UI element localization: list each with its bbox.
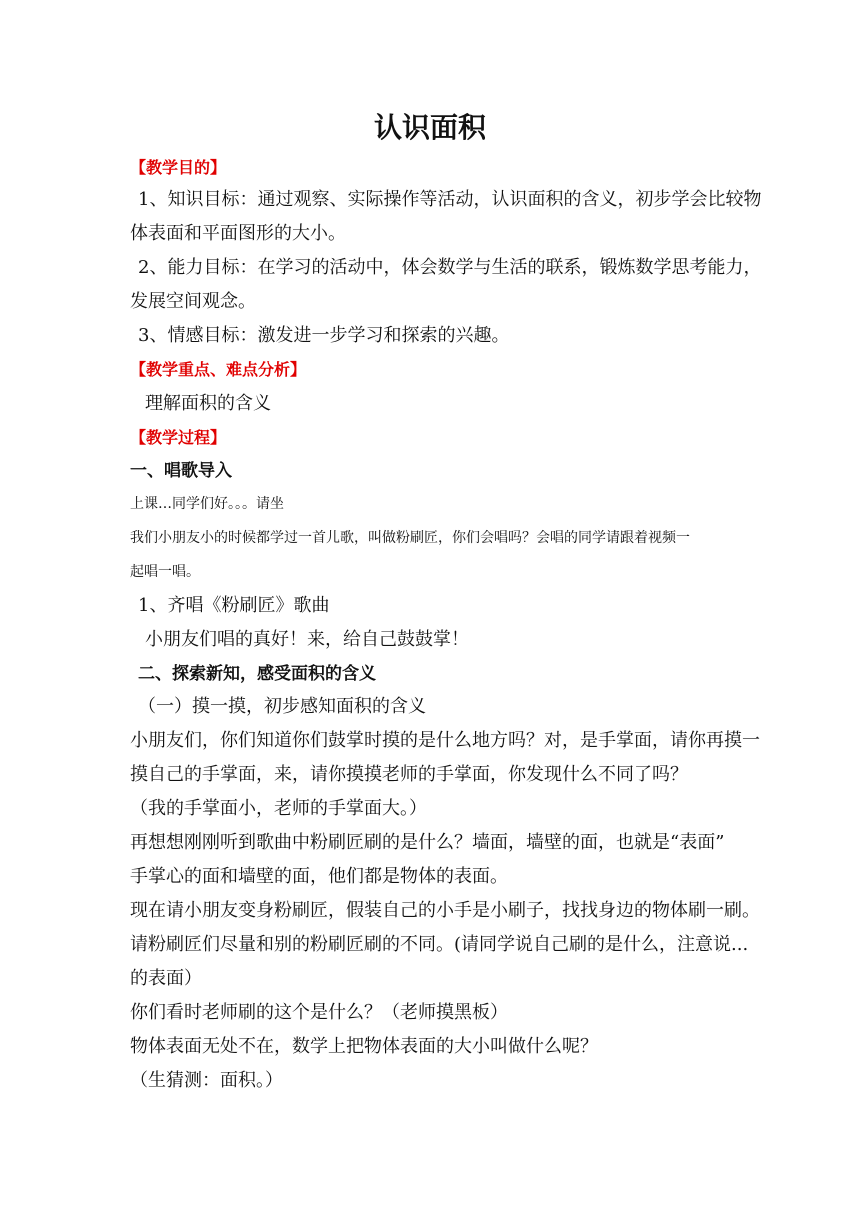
part-1-line-4: 1、齐唱《粉刷匠》歌曲 bbox=[138, 595, 330, 616]
part-1-line-1: 上课…同学们好。。。请坐 bbox=[130, 496, 284, 512]
part-1-line-3: 起唱一唱。 bbox=[130, 564, 200, 580]
part-2-line-8: 的表面） bbox=[130, 968, 202, 989]
part-2-line-3: （我的手掌面小，老师的手掌面大。） bbox=[130, 798, 427, 819]
part-2-line-5: 手掌心的面和墙壁的面，他们都是物体的表面。 bbox=[130, 866, 508, 887]
part-2-heading: 二、探索新知，感受面积的含义 bbox=[138, 664, 376, 684]
part-2-line-2: 摸自己的手掌面，来，请你摸摸老师的手掌面，你发现什么不同了吗？ bbox=[130, 764, 688, 785]
part-2-line-1: 小朋友们，你们知道你们鼓掌时摸的是什么地方吗？对，是手掌面，请你再摸一 bbox=[130, 730, 760, 751]
objective-1-line-1: 1、知识目标：通过观察、实际操作等活动，认识面积的含义，初步学会比较物 bbox=[138, 189, 762, 210]
objective-2-line-1: 2、能力目标：在学习的活动中，体会数学与生活的联系，锻炼数学思考能力， bbox=[138, 257, 762, 278]
part-2-line-9: 你们看时老师刷的这个是什么？（老师摸黑板） bbox=[130, 1002, 508, 1023]
key-points-text: 理解面积的含义 bbox=[145, 393, 271, 414]
part-2-line-6: 现在请小朋友变身粉刷匠，假装自己的小手是小刷子，找找身边的物体刷一刷。 bbox=[130, 900, 760, 921]
part-2-line-10: 物体表面无处不在，数学上把物体表面的大小叫做什么呢？ bbox=[130, 1036, 598, 1057]
objective-1-line-2: 体表面和平面图形的大小。 bbox=[130, 223, 346, 244]
part-2-subheading: （一）摸一摸，初步感知面积的含义 bbox=[138, 696, 426, 717]
part-2-line-4: 再想想刚刚听到歌曲中粉刷匠刷的是什么？墙面，墙壁的面，也就是“表面” bbox=[130, 832, 725, 853]
process-heading: 【教学过程】 bbox=[130, 428, 227, 447]
objectives-heading: 【教学目的】 bbox=[130, 158, 227, 177]
part-1-line-5: 小朋友们唱的真好！来，给自己鼓鼓掌！ bbox=[145, 629, 469, 650]
key-points-heading: 【教学重点、难点分析】 bbox=[130, 360, 307, 379]
part-1-line-2: 我们小朋友小的时候都学过一首儿歌，叫做粉刷匠，你们会唱吗？会唱的同学请跟着视频一 bbox=[130, 530, 690, 546]
part-2-line-11: （生猜测：面积。） bbox=[130, 1070, 283, 1091]
objective-2-line-2: 发展空间观念。 bbox=[130, 291, 256, 312]
document-title: 认识面积 bbox=[373, 111, 486, 144]
part-1-heading: 一、唱歌导入 bbox=[130, 461, 232, 481]
part-2-line-7: 请粉刷匠们尽量和别的粉刷匠刷的不同。(请同学说自己刷的是什么，注意说... bbox=[130, 934, 749, 955]
objective-3: 3、情感目标：激发进一步学习和探索的兴趣。 bbox=[138, 325, 510, 346]
